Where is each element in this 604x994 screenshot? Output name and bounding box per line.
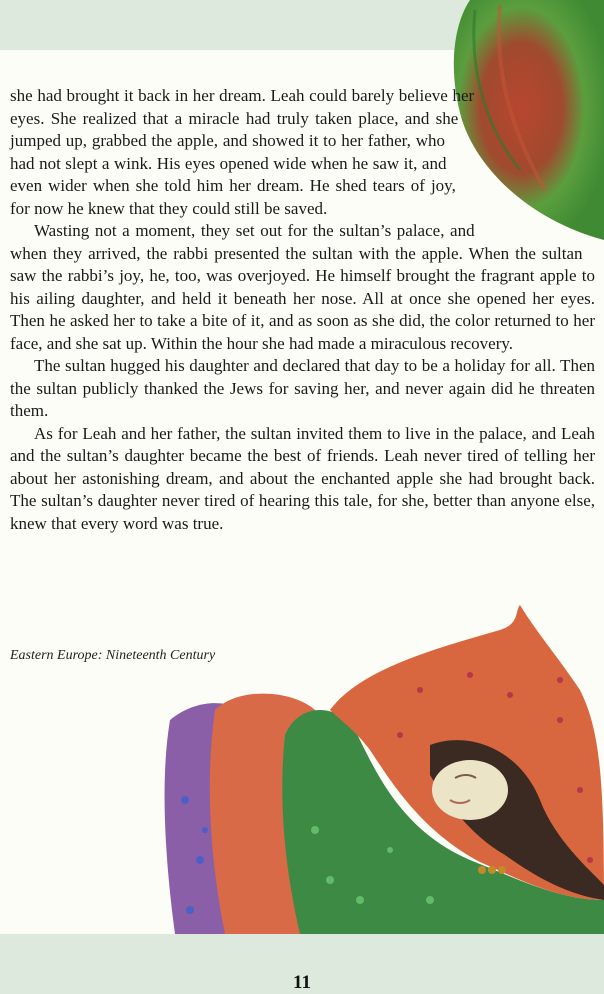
story-text <box>10 85 595 535</box>
sleeping-girl-illustration <box>0 600 604 934</box>
story-source: Eastern Europe: Nineteenth Century <box>10 648 216 663</box>
page-number: 11 <box>293 972 311 993</box>
story-paragraph: The sultan hugged his daughter and declared that day to be a holiday for all. Then the sultan publicly thanked the Jews for saving her, and never again did he threaten them. <box>10 356 595 420</box>
story-paragraph: she had brought it back in her dream. Leah could barely believe her eyes. She realized that a miracle had truly taken place, and she jumped up, grabbed the apple, and showed it to her father, who had not slept a wink. His eyes opened wide when he saw it, and even wider when she told him her dream. He shed tears of joy, for now he knew that they could still be saved. <box>10 86 475 218</box>
story-paragraph: Wasting not a moment, they set out for the sultan’s palace, and when they arrived, the rabbi presented the sultan with the apple. When the sultan saw the rabbi’s joy, he, too, was overjoyed. He himself brought the fragrant apple to his ailing daughter, and held it beneath her nose. All at once she opened her eyes. Then he asked her to take a bite of it, and as soon as she did, the color returned to her face, and she sat up. Within the hour she had made a miraculous recovery. <box>10 221 595 353</box>
story-paragraph: As for Leah and her father, the sultan invited them to live in the palace, and Leah and the sultan’s daughter became the best of friends. Leah never tired of telling her about her astonishing dream, and about the enchanted apple she had brought back. The sultan’s daughter never tired of hearing this tale, for she, better than anyone else, knew that every word was true. <box>10 423 595 533</box>
